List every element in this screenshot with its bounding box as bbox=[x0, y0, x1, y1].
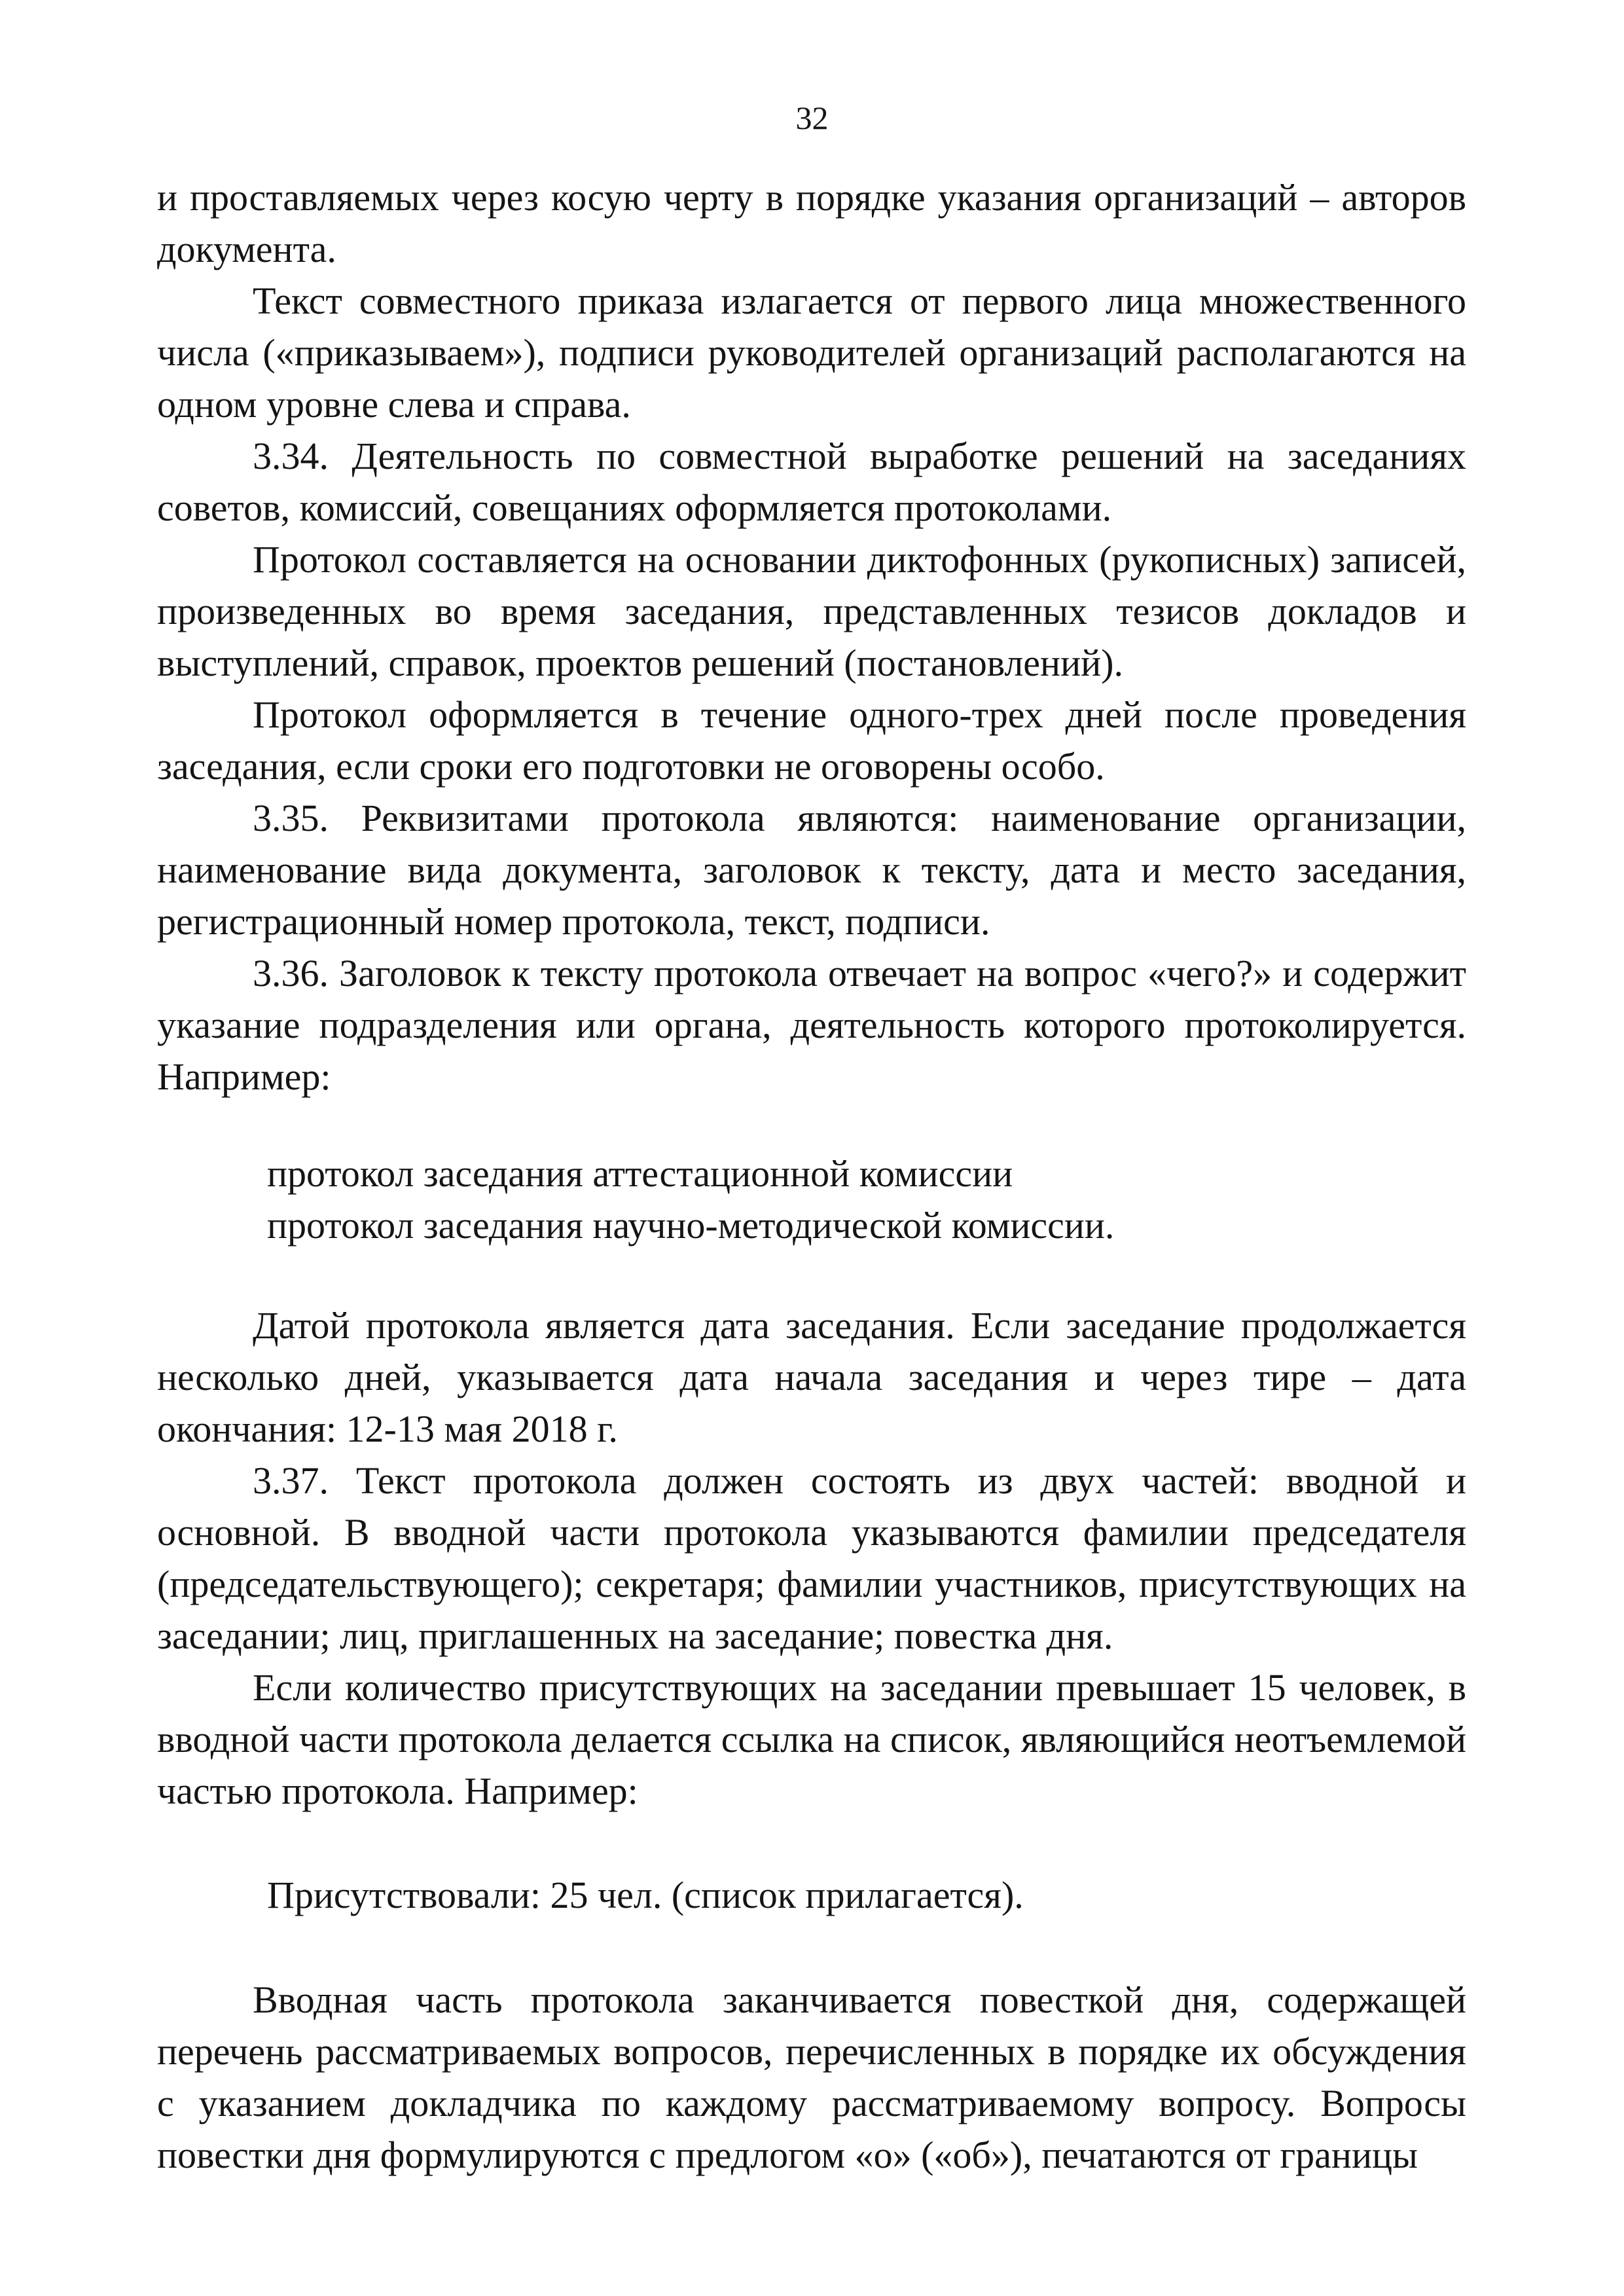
paragraph-joint-order-text: Текст совместного приказа излагается от первого лица множественного числа («приказываем»), подписи руководителей организаций располагаются на одном уровне слева и справа. bbox=[157, 280, 1466, 426]
section-middle bbox=[157, 1300, 1466, 1817]
paragraph-3-37: 3.37. Текст протокола должен состоять из двух частей: вводной и основной. В вводной части протокола указываются фамилии председателя (председательствующего); секретаря; фамилии участников, присутствующих на заседании; лиц, приглашенных на заседание; повестка дня. bbox=[157, 1459, 1466, 1657]
paragraph-3-35: 3.35. Реквизитами протокола являются: наименование организации, наименование вида документа, заголовок к тексту, дата и место заседания, регистрационный номер протокола, текст, подписи. bbox=[157, 797, 1466, 943]
paragraph-3-34: 3.34. Деятельность по совместной выработке решений на заседаниях советов, комиссий, совещаниях оформляется протоколами. bbox=[157, 435, 1466, 529]
paragraph-agenda: Вводная часть протокола заканчивается повесткой дня, содержащей перечень рассматриваемых вопросов, перечисленных в порядке их обсуждения с указанием докладчика по каждому рассматриваемому вопросу. Вопросы повестки дня формулируются с предлогом «о» («об»), печатаются от границы bbox=[157, 1978, 1466, 2176]
section-lower bbox=[157, 1974, 1466, 2181]
section-upper bbox=[157, 172, 1466, 1102]
example-attendance bbox=[157, 1869, 1466, 1921]
paragraph-protocol-basis: Протокол составляется на основании диктофонных (рукописных) записей, произведенных во время заседания, представленных тезисов докладов и выступлений, справок, проектов решений (постановлений). bbox=[157, 538, 1466, 684]
paragraph-protocol-date: Датой протокола является дата заседания. Если заседание продолжается несколько дней, указывается дата начала заседания и через тире – дата окончания: 12-13 мая 2018 г. bbox=[157, 1304, 1466, 1450]
paragraph-3-36: 3.36. Заголовок к тексту протокола отвечает на вопрос «чего?» и содержит указание подразделения или органа, деятельность которого протоколируется. Например: bbox=[157, 952, 1466, 1098]
example-line: Присутствовали: 25 чел. (список прилагается). bbox=[267, 1874, 1024, 1916]
paragraph-protocol-deadline: Протокол оформляется в течение одного-трех дней после проведения заседания, если сроки его подготовки не оговорены особо. bbox=[157, 693, 1466, 788]
page-number: 32 bbox=[795, 100, 829, 136]
example-protocol-titles bbox=[157, 1148, 1466, 1251]
paragraph-attendance-list: Если количество присутствующих на заседании превышает 15 человек, в вводной части протокола делается ссылка на список, являющийся неотъемлемой частью протокола. Например: bbox=[157, 1666, 1466, 1812]
example-line: протокол заседания аттестационной комиссии bbox=[267, 1152, 1013, 1195]
paragraph-continuation: и проставляемых через косую черту в порядке указания организаций – авторов документа. bbox=[157, 176, 1466, 270]
example-line: протокол заседания научно-методической комиссии. bbox=[267, 1204, 1115, 1247]
